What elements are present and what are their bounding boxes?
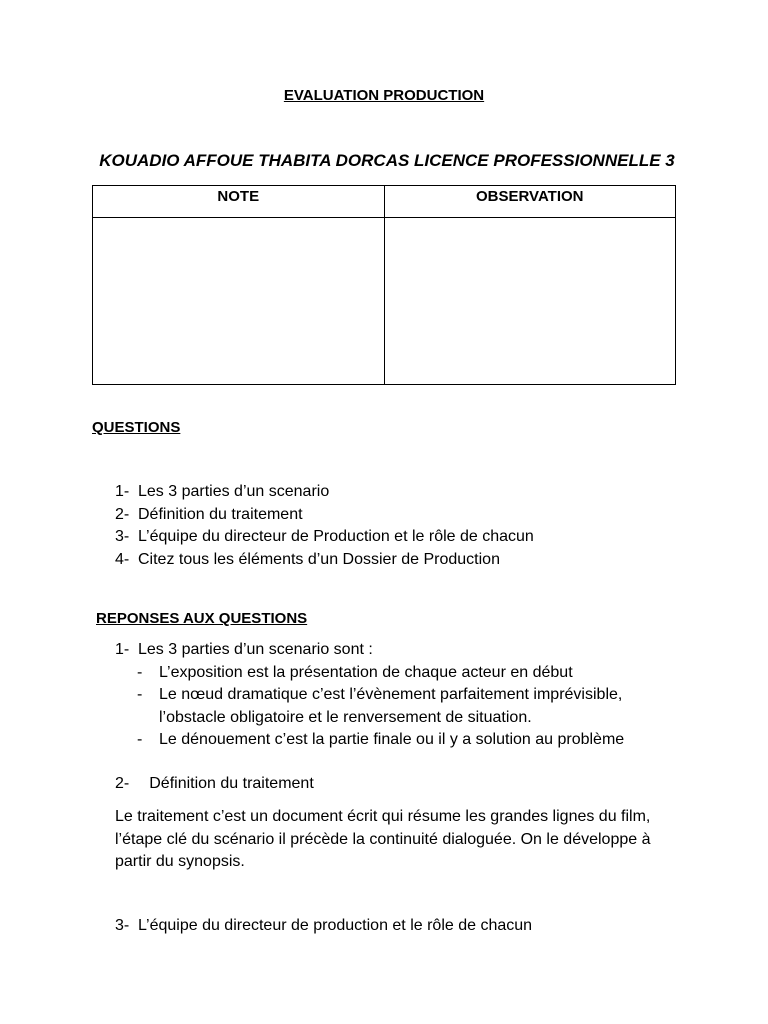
list-number: 2- (115, 505, 130, 523)
point-text: Le nœud dramatique c’est l’évènement parfaitement imprévisible, l’obstacle obligatoire et le renversement de situation. (159, 686, 623, 726)
list-number: 1- (115, 483, 130, 500)
question-text: L’équipe du directeur de Production et le rôle de chacun (138, 528, 534, 545)
answer-text: Les 3 parties d’un scenario sont : (138, 641, 373, 658)
list-item (115, 526, 715, 549)
answer-text: L’équipe du directeur de production et le rôle de chacun (138, 917, 533, 934)
list-number: 3- (115, 528, 130, 545)
grade-table-row (93, 218, 676, 385)
question-text: Définition du traitement (138, 505, 303, 523)
list-item (115, 549, 715, 572)
dash-bullet: - (137, 663, 143, 681)
question-text: Les 3 parties d’un scenario (138, 483, 330, 500)
answers-heading: REPONSES AUX QUESTIONS (96, 610, 308, 627)
list-number: 2- (115, 775, 130, 792)
questions-list (115, 481, 715, 571)
note-cell (93, 218, 385, 385)
answer-2-title (115, 773, 695, 796)
document-title: EVALUATION PRODUCTION (283, 87, 485, 104)
answer-1 (115, 639, 695, 752)
answer-2-paragraph: Le traitement c’est un document écrit qui résume les grandes lignes du film, l’étape clé du scénario il précède la continuité dialoguée. On le développe à partir du synopsis. (115, 808, 651, 870)
list-number: 3- (115, 917, 130, 934)
point-text: Le dénouement c’est la partie finale ou il y a solution au problème (159, 731, 625, 748)
grade-table (92, 185, 676, 385)
answer-1-points (137, 662, 677, 752)
dash-bullet: - (137, 686, 143, 703)
answer-text: Définition du traitement (149, 775, 314, 792)
list-number: 1- (115, 641, 130, 658)
question-text: Citez tous les éléments d’un Dossier de Production (138, 550, 500, 568)
list-item (137, 684, 677, 729)
list-item (137, 729, 677, 752)
point-text: L’exposition est la présentation de chaque acteur en début (159, 663, 573, 681)
dash-bullet: - (137, 731, 143, 748)
list-item (137, 662, 677, 685)
observation-header: OBSERVATION (384, 186, 676, 218)
list-number: 4- (115, 550, 130, 568)
answer-1-title (115, 639, 695, 662)
questions-heading: QUESTIONS (92, 419, 181, 436)
grade-table-header-row (93, 186, 676, 218)
note-header: NOTE (93, 186, 385, 218)
observation-cell (384, 218, 676, 385)
list-item (115, 504, 715, 527)
list-item (115, 481, 715, 504)
answer-3-title (115, 915, 695, 938)
student-line: KOUADIO AFFOUE THABITA DORCAS LICENCE PROFESSIONNELLE 3 (99, 151, 675, 170)
